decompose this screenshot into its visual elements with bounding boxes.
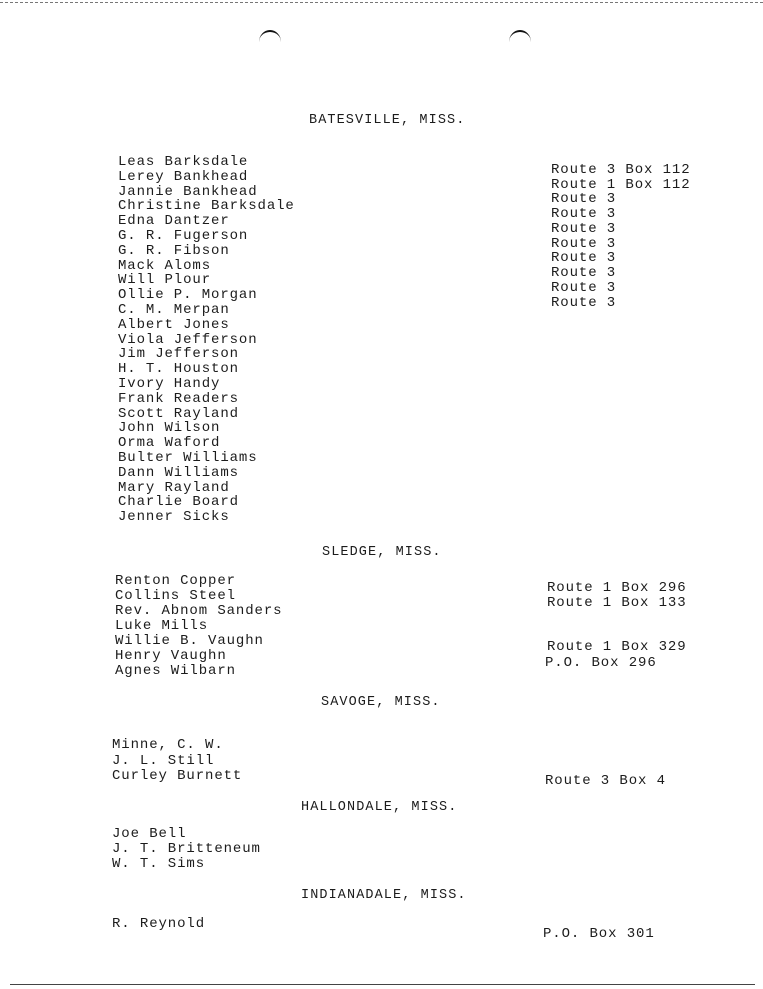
address-entry: Route 3: [551, 265, 617, 281]
address-entry: Route 3: [551, 221, 617, 237]
name-entry: John Wilson: [118, 420, 221, 437]
name-entry: J. L. Still: [112, 752, 215, 769]
address-entry: Route 3: [551, 236, 617, 252]
name-entry: Joe Bell: [112, 826, 187, 842]
address-entry: Route 3 Box 4: [545, 773, 666, 789]
name-entry: Bulter Williams: [118, 450, 258, 466]
name-entry: Viola Jefferson: [118, 331, 258, 348]
address-entry: Route 3: [551, 295, 617, 311]
section-heading: BATESVILLE, MISS.: [309, 113, 466, 128]
address-entry: Route 1 Box 112: [551, 177, 691, 193]
address-entry: Route 1 Box 296: [547, 580, 687, 596]
address-entry: Route 3: [551, 250, 617, 266]
name-entry: Lerey Bankhead: [118, 168, 249, 185]
name-entry: Albert Jones: [118, 316, 230, 333]
name-entry: Luke Mills: [115, 618, 209, 634]
name-entry: Mary Rayland: [118, 479, 230, 496]
name-entry: Orma Waford: [118, 435, 221, 452]
section-heading: INDIANADALE, MISS.: [301, 888, 467, 903]
name-entry: Leas Barksdale: [118, 154, 249, 170]
section-heading: HALLONDALE, MISS.: [301, 800, 458, 815]
name-entry: Scott Rayland: [118, 405, 239, 422]
address-entry: P.O. Box 301: [543, 926, 655, 942]
name-entry: Renton Copper: [115, 573, 236, 589]
name-entry: Charlie Board: [118, 494, 239, 511]
name-entry: Christine Barksdale: [118, 198, 295, 215]
name-entry: G. R. Fibson: [118, 242, 230, 259]
name-entry: G. R. Fugerson: [118, 228, 249, 244]
address-entry: P.O. Box 296: [545, 655, 657, 671]
name-entry: W. T. Sims: [112, 855, 206, 872]
name-entry: Jim Jefferson: [118, 346, 239, 363]
section-heading: SLEDGE, MISS.: [322, 545, 442, 560]
name-entry: Jannie Bankhead: [118, 183, 258, 200]
name-entry: H. T. Houston: [118, 361, 239, 378]
name-entry: Curley Burnett: [112, 768, 243, 784]
address-entry: Route 1 Box 133: [547, 595, 687, 611]
address-entry: Route 3: [551, 280, 617, 296]
name-entry: C. M. Merpan: [118, 302, 230, 318]
name-entry: Agnes Wilbarn: [115, 663, 236, 679]
name-entry: Henry Vaughn: [115, 648, 227, 664]
name-entry: Jenner Sicks: [118, 509, 230, 526]
name-entry: Frank Readers: [118, 390, 239, 407]
page-bottom-rule: [10, 984, 755, 985]
address-entry: Route 3: [551, 206, 617, 222]
name-entry: Edna Dantzer: [118, 213, 230, 230]
address-entry: Route 3: [551, 191, 617, 207]
perforation-top: [0, 2, 763, 3]
name-entry: Rev. Abnom Sanders: [115, 603, 283, 619]
address-entry: Route 1 Box 329: [547, 639, 687, 655]
name-entry: Collins Steel: [115, 588, 236, 604]
section-heading: SAVOGE, MISS.: [321, 695, 441, 710]
name-entry: Will Plour: [118, 272, 212, 289]
name-entry: Ivory Handy: [118, 376, 221, 392]
binder-hole-left: [259, 30, 281, 54]
binder-hole-right: [509, 30, 531, 54]
name-entry: Willie B. Vaughn: [115, 633, 264, 649]
name-entry: J. T. Britteneum: [112, 840, 261, 857]
name-entry: Minne, C. W.: [112, 737, 224, 753]
name-entry: Mack Aloms: [118, 257, 212, 274]
name-entry: Ollie P. Morgan: [118, 287, 258, 304]
name-entry: Dann Williams: [118, 464, 239, 481]
address-entry: Route 3 Box 112: [551, 162, 691, 178]
name-entry: R. Reynold: [112, 916, 206, 932]
